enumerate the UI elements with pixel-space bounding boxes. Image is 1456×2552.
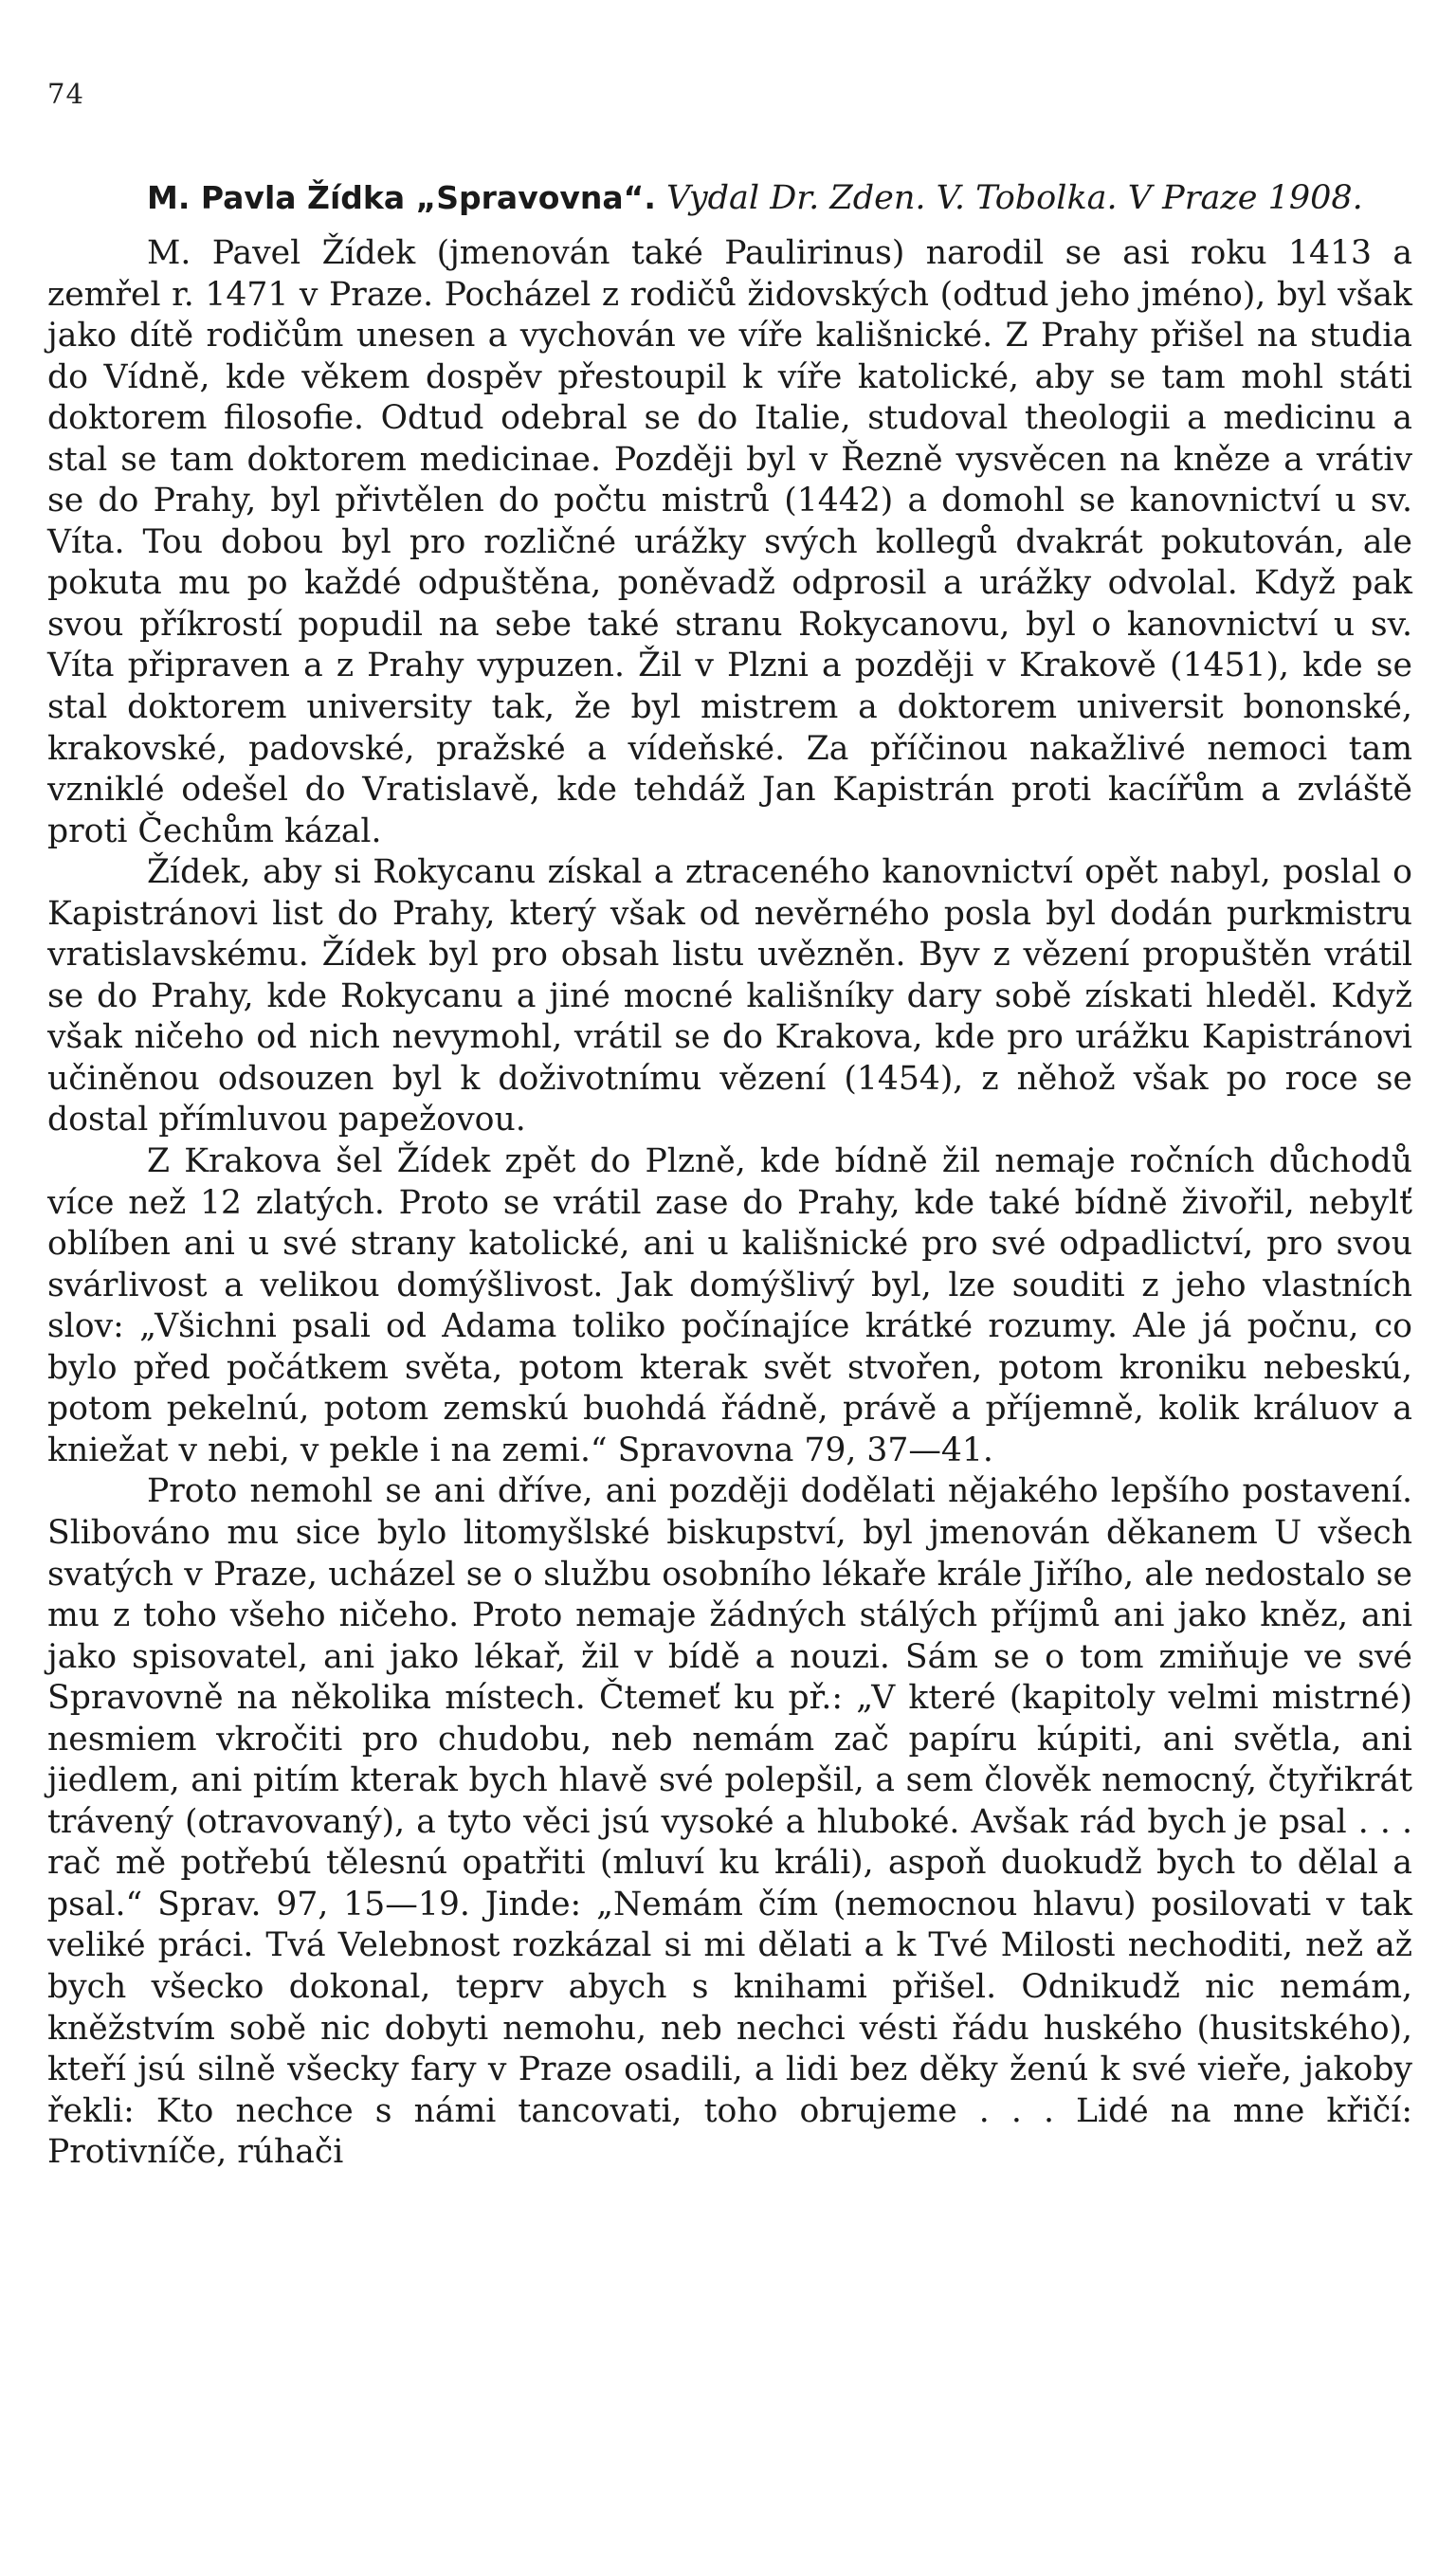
paragraph-3: Z Krakova šel Žídek zpět do Plzně, kde bídně žil nemaje ročních důchodů více než 12 zlatých. Proto se vrátil zase do Prahy, kde také bídně živořil, nebylť oblíben ani u své strany katolické, ani u kališnické pro své odpadlictví, pro svou svárlivost a velikou domýšlivost. Jak domýšlivý byl, lze souditi z jeho vlastních slov: „Všichni psali od Adama toliko počínajíce krátké rozumy. Ale já počnu, co bylo před počátkem světa, potom kterak svět stvořen, potom kroniku nebeskú, potom pekelnú, potom zemskú buohdá řádně, právě a příjemně, kolik králuov a kniežat v nebi, v pekle i na zemi.“ Spravovna 79, 37—41. [47, 1142, 1412, 1469]
heading-author-title: M. Pavla Žídka „Spravovna“. [147, 179, 656, 216]
paragraph-2: Žídek, aby si Rokycanu získal a ztraceného kanovnictví opět nabyl, poslal o Kapistránovi list do Prahy, který však od nevěrného posla byl dodán purkmistru vratislavskému. Žídek byl pro obsah listu uvězněn. Byv z vězení propuštěn vrátil se do Prahy, kde Rokycanu a jiné mocné kališníky dary sobě získati hleděl. Když však ničeho od nich nevymohl, vrátil se do Krakova, kde pro urážku Kapistránovi učiněnou odsouzen byl k doživotnímu vězení (1454), z něhož však po roce se dostal přímluvou papežovou. [47, 853, 1412, 1139]
page-number: 74 [47, 78, 84, 110]
paragraph-1: M. Pavel Žídek (jmenován také Paulirinus) narodil se asi roku 1413 a zemřel r. 1471 v Praze. Pocházel z rodičů židovských (odtud jeho jméno), byl však jako dítě rodičům unesen a vychován ve víře kališnické. Z Prahy přišel na studia do Vídně, kde věkem dospěv přestoupil k víře katolické, aby se tam mohl státi doktorem filosofie. Odtud odebral se do Italie, studoval theologii a medicinu a stal se tam doktorem medicinae. Později byl v Řezně vysvěcen na kněze a vrátiv se do Prahy, byl přivtělen do počtu mistrů (1442) a domohl se kanovnictví u sv. Víta. Tou dobou byl pro rozličné urážky svých kollegů dvakrát pokutován, ale pokuta mu po každé odpuštěna, poněvadž odprosil a urážky odvolal. Když pak svou příkrostí popudil na sebe také stranu Rokycanovu, byl o kanovnictví u sv. Víta připraven a z Prahy vypuzen. Žil v Plzni a později v Krakově (1451), kde se stal doktorem university tak, že byl mistrem a doktorem universit bononské, krakovské, padovské, pražské a vídeňské. Za příčinou nakažlivé nemoci tam vzniklé odešel do Vratislavě, kde tehdáž Jan Kapistrán proti kacířům a zvláště proti Čechům kázal. [47, 234, 1412, 850]
heading-publication: Vydal Dr. Zden. V. Tobolka. V Praze 1908. [655, 179, 1363, 217]
review-heading [147, 178, 1417, 218]
body-text [47, 233, 1412, 2174]
paragraph-4: Proto nemohl se ani dříve, ani později dodělati nějakého lepšího postavení. Slibováno mu sice bylo litomyšlské biskupství, byl jmenován děkanem U všech svatých v Praze, ucházel se o službu osobního lékaře krále Jiřího, ale nedostalo se mu z toho všeho ničeho. Proto nemaje žádných stálých příjmů ani jako kněz, ani jako spisovatel, ani jako lékař, žil v bídě a nouzi. Sám se o tom zmiňuje ve své Spravovně na několika místech. Čtemeť ku př.: „V které (kapitoly velmi mistrné) nesmiem vkročiti pro chudobu, neb nemám zač papíru kúpiti, ani světla, ani jiedlem, ani pitím kterak bych hlavě své polepšil, a sem člověk nemocný, čtyřikrát trávený (otravovaný), a tyto věci jsú vysoké a hluboké. Avšak rád bych je psal . . . rač mě potřebú tělesnú opatřiti (mluví ku králi), aspoň duokudž bych to dělal a psal.“ Sprav. 97, 15—19. Jinde: „Nemám čím (nemocnou hlavu) posilovati v tak veliké práci. Tvá Velebnost rozkázal si mi dělati a k Tvé Milosti nechoditi, než až bych všecko dokonal, teprv abych s knihami přišel. Odnikudž nic nemám, kněžstvím sobě nic dobyti nemohu, neb nechci vésti řádu huského (husitského), kteří jsú silně všecky fary v Praze osadili, a lidi bez děky ženú k své vieře, jakoby řekli: Kto nechce s námi tancovati, toho obrujeme . . . Lidé na mne křičí: Protivníče, rúhači [47, 1472, 1412, 2172]
